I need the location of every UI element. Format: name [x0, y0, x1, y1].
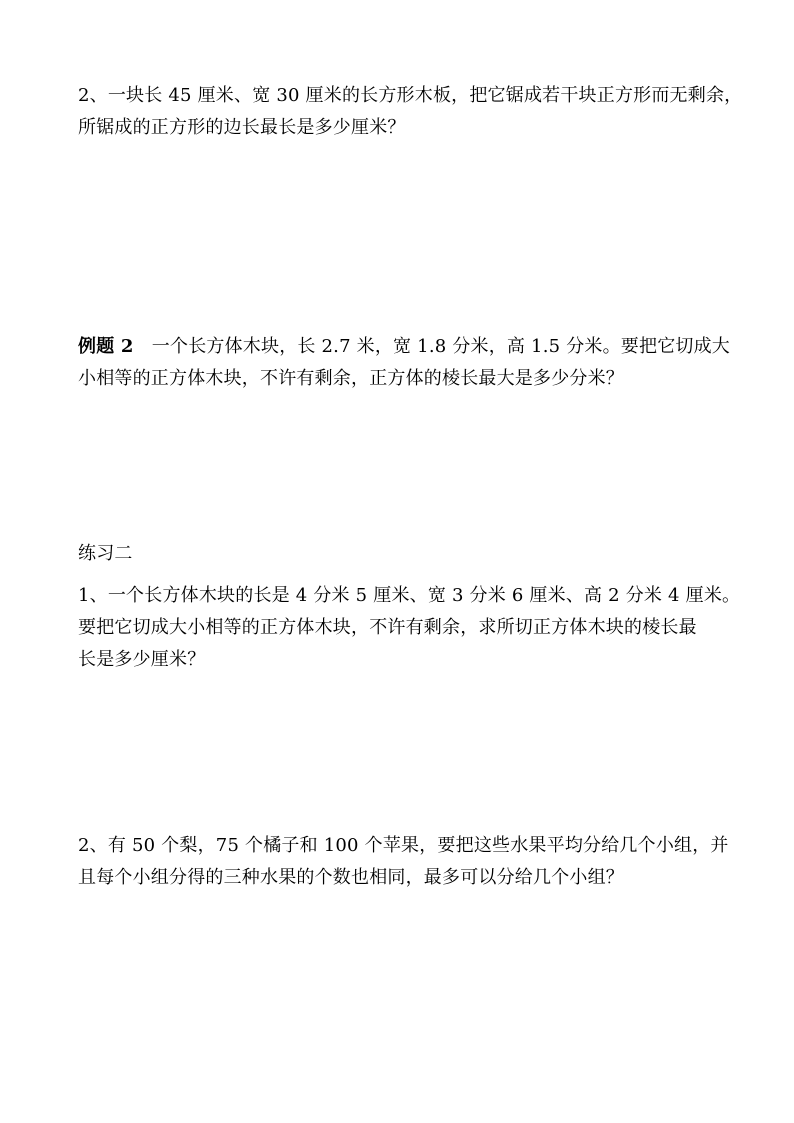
example-2	[78, 331, 730, 395]
exercise-2-q2-line-1: 2、有 50 个梨，75 个橘子和 100 个苹果，要把这些水果平均分给几个小组，并	[78, 835, 729, 856]
exercise-2-q1-line-3: 长是多少厘米？	[78, 649, 206, 670]
example-2-line-1-text: 一个长方体木块，长 2.7 米，宽 1.8 分米，高 1.5 分米。要把它切成大	[133, 336, 730, 357]
example-2-label: 例题 2	[78, 336, 134, 357]
example-2-line-2: 小相等的正方体木块，不许有剩余，正方体的棱长最大是多少分米？	[78, 368, 624, 389]
problem-2-line-1: 2、一块长 45 厘米、宽 30 厘米的长方形木板，把它锯成若干块正方形而无剩余，	[78, 85, 743, 106]
exercise-2-q1-line-2: 要把它切成大小相等的正方体木块，不许有剩余，求所切正方体木块的棱长最	[78, 617, 697, 638]
exercise-2-question-2	[78, 830, 729, 894]
problem-2	[78, 80, 743, 144]
exercise-2-title: 练习二	[78, 543, 133, 564]
problem-2-line-2: 所锯成的正方形的边长最长是多少厘米？	[78, 117, 406, 138]
exercise-2-question-1	[78, 580, 741, 676]
exercise-2-q1-line-1: 1、一个长方体木块的长是 4 分米 5 厘米、宽 3 分米 6 厘米、高 2 分米 4 厘米。	[78, 585, 741, 606]
exercise-2-q2-line-2: 且每个小组分得的三种水果的个数也相同，最多可以分给几个小组？	[78, 867, 624, 888]
example-2-line-1	[78, 331, 730, 363]
